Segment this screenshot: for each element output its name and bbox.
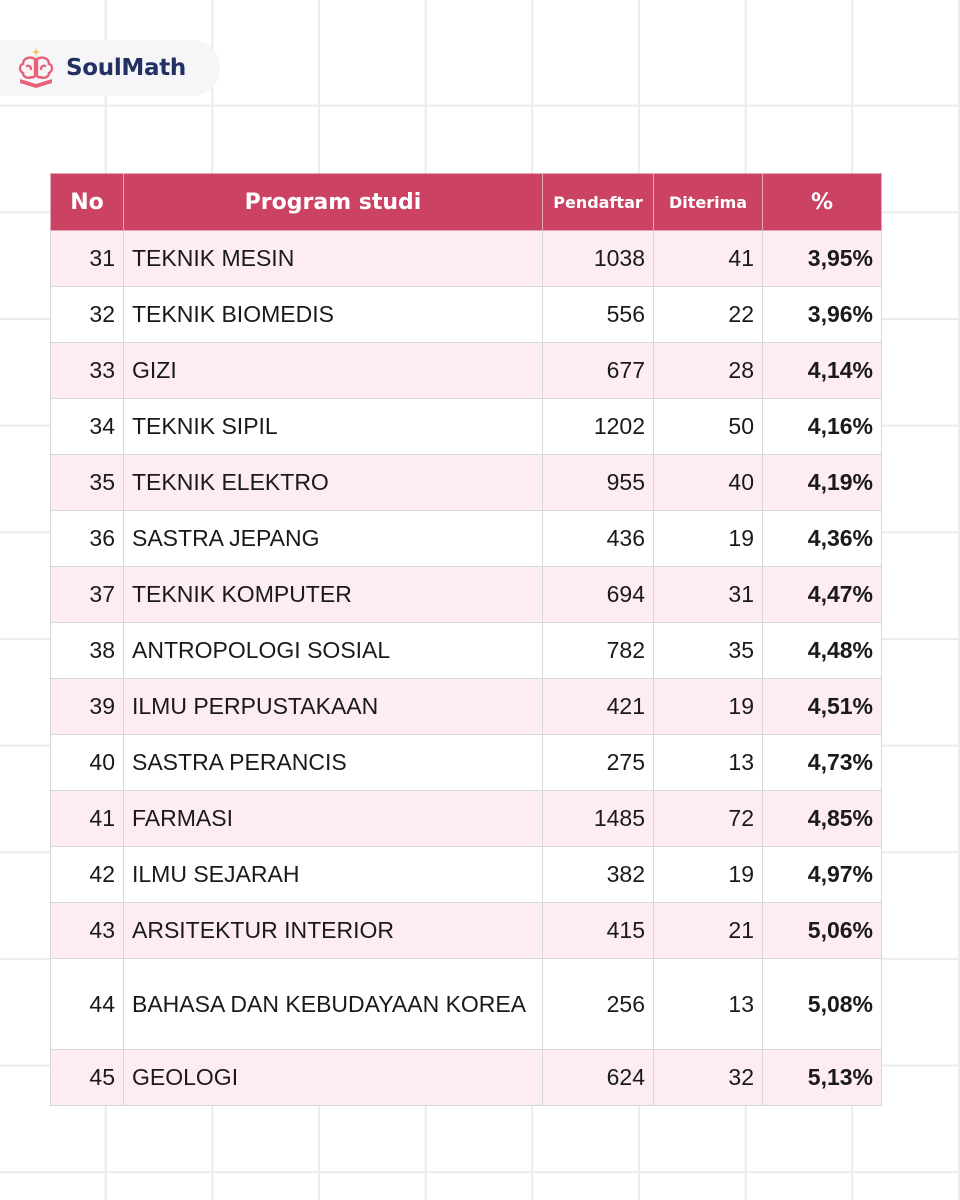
cell-pendaftar: 556 bbox=[543, 287, 654, 343]
cell-percent: 5,13% bbox=[763, 1050, 882, 1106]
cell-pendaftar: 677 bbox=[543, 343, 654, 399]
table-row bbox=[51, 287, 882, 343]
cell-diterima: 13 bbox=[654, 735, 763, 791]
cell-diterima: 28 bbox=[654, 343, 763, 399]
cell-pendaftar: 415 bbox=[543, 903, 654, 959]
cell-no: 34 bbox=[51, 399, 124, 455]
header-pendaftar: Pendaftar bbox=[543, 174, 654, 231]
table-row bbox=[51, 399, 882, 455]
cell-diterima: 32 bbox=[654, 1050, 763, 1106]
cell-program-studi: SASTRA JEPANG bbox=[124, 511, 543, 567]
cell-program-studi: TEKNIK BIOMEDIS bbox=[124, 287, 543, 343]
cell-no: 41 bbox=[51, 791, 124, 847]
cell-diterima: 19 bbox=[654, 847, 763, 903]
table-row bbox=[51, 679, 882, 735]
cell-pendaftar: 955 bbox=[543, 455, 654, 511]
cell-pendaftar: 436 bbox=[543, 511, 654, 567]
table-row bbox=[51, 959, 882, 1050]
cell-no: 40 bbox=[51, 735, 124, 791]
cell-percent: 3,95% bbox=[763, 231, 882, 287]
cell-program-studi: ANTROPOLOGI SOSIAL bbox=[124, 623, 543, 679]
table-row bbox=[51, 791, 882, 847]
cell-program-studi: TEKNIK KOMPUTER bbox=[124, 567, 543, 623]
table-row bbox=[51, 567, 882, 623]
cell-percent: 5,08% bbox=[763, 959, 882, 1050]
cell-percent: 4,36% bbox=[763, 511, 882, 567]
header-diterima: Diterima bbox=[654, 174, 763, 231]
table-row bbox=[51, 735, 882, 791]
cell-pendaftar: 1202 bbox=[543, 399, 654, 455]
cell-percent: 3,96% bbox=[763, 287, 882, 343]
cell-program-studi: GEOLOGI bbox=[124, 1050, 543, 1106]
cell-pendaftar: 1485 bbox=[543, 791, 654, 847]
cell-diterima: 13 bbox=[654, 959, 763, 1050]
table-row bbox=[51, 1050, 882, 1106]
brand-badge bbox=[0, 40, 220, 96]
cell-pendaftar: 275 bbox=[543, 735, 654, 791]
cell-pendaftar: 1038 bbox=[543, 231, 654, 287]
header-percent: % bbox=[763, 174, 882, 231]
cell-no: 31 bbox=[51, 231, 124, 287]
cell-percent: 4,73% bbox=[763, 735, 882, 791]
cell-pendaftar: 382 bbox=[543, 847, 654, 903]
cell-diterima: 31 bbox=[654, 567, 763, 623]
cell-no: 42 bbox=[51, 847, 124, 903]
table-row bbox=[51, 343, 882, 399]
header-no: No bbox=[51, 174, 124, 231]
table-row bbox=[51, 903, 882, 959]
cell-pendaftar: 782 bbox=[543, 623, 654, 679]
cell-pendaftar: 694 bbox=[543, 567, 654, 623]
table-body bbox=[51, 231, 882, 1106]
cell-diterima: 50 bbox=[654, 399, 763, 455]
cell-program-studi: TEKNIK MESIN bbox=[124, 231, 543, 287]
header-program-studi: Program studi bbox=[124, 174, 543, 231]
cell-no: 37 bbox=[51, 567, 124, 623]
cell-no: 36 bbox=[51, 511, 124, 567]
cell-no: 35 bbox=[51, 455, 124, 511]
cell-program-studi: TEKNIK ELEKTRO bbox=[124, 455, 543, 511]
cell-program-studi: FARMASI bbox=[124, 791, 543, 847]
cell-program-studi: TEKNIK SIPIL bbox=[124, 399, 543, 455]
cell-no: 44 bbox=[51, 959, 124, 1050]
cell-no: 45 bbox=[51, 1050, 124, 1106]
cell-percent: 5,06% bbox=[763, 903, 882, 959]
cell-no: 33 bbox=[51, 343, 124, 399]
cell-program-studi: GIZI bbox=[124, 343, 543, 399]
cell-percent: 4,48% bbox=[763, 623, 882, 679]
cell-no: 43 bbox=[51, 903, 124, 959]
cell-program-studi: ARSITEKTUR INTERIOR bbox=[124, 903, 543, 959]
cell-diterima: 19 bbox=[654, 679, 763, 735]
cell-no: 39 bbox=[51, 679, 124, 735]
brain-book-icon bbox=[16, 46, 56, 90]
table-header-row bbox=[51, 174, 882, 231]
acceptance-table bbox=[50, 173, 882, 1106]
cell-percent: 4,14% bbox=[763, 343, 882, 399]
cell-diterima: 35 bbox=[654, 623, 763, 679]
cell-diterima: 41 bbox=[654, 231, 763, 287]
cell-percent: 4,16% bbox=[763, 399, 882, 455]
cell-program-studi: ILMU SEJARAH bbox=[124, 847, 543, 903]
cell-diterima: 40 bbox=[654, 455, 763, 511]
table-row bbox=[51, 455, 882, 511]
brand-name: SoulMath bbox=[66, 55, 187, 81]
table-row bbox=[51, 847, 882, 903]
cell-diterima: 22 bbox=[654, 287, 763, 343]
table-row bbox=[51, 623, 882, 679]
cell-percent: 4,47% bbox=[763, 567, 882, 623]
cell-program-studi: BAHASA DAN KEBUDAYAAN KOREA bbox=[124, 959, 543, 1050]
cell-no: 32 bbox=[51, 287, 124, 343]
cell-program-studi: SASTRA PERANCIS bbox=[124, 735, 543, 791]
cell-pendaftar: 624 bbox=[543, 1050, 654, 1106]
cell-diterima: 72 bbox=[654, 791, 763, 847]
cell-no: 38 bbox=[51, 623, 124, 679]
table-row bbox=[51, 511, 882, 567]
cell-percent: 4,85% bbox=[763, 791, 882, 847]
cell-percent: 4,51% bbox=[763, 679, 882, 735]
table-row bbox=[51, 231, 882, 287]
cell-pendaftar: 256 bbox=[543, 959, 654, 1050]
cell-pendaftar: 421 bbox=[543, 679, 654, 735]
cell-program-studi: ILMU PERPUSTAKAAN bbox=[124, 679, 543, 735]
cell-percent: 4,19% bbox=[763, 455, 882, 511]
cell-percent: 4,97% bbox=[763, 847, 882, 903]
cell-diterima: 19 bbox=[654, 511, 763, 567]
cell-diterima: 21 bbox=[654, 903, 763, 959]
